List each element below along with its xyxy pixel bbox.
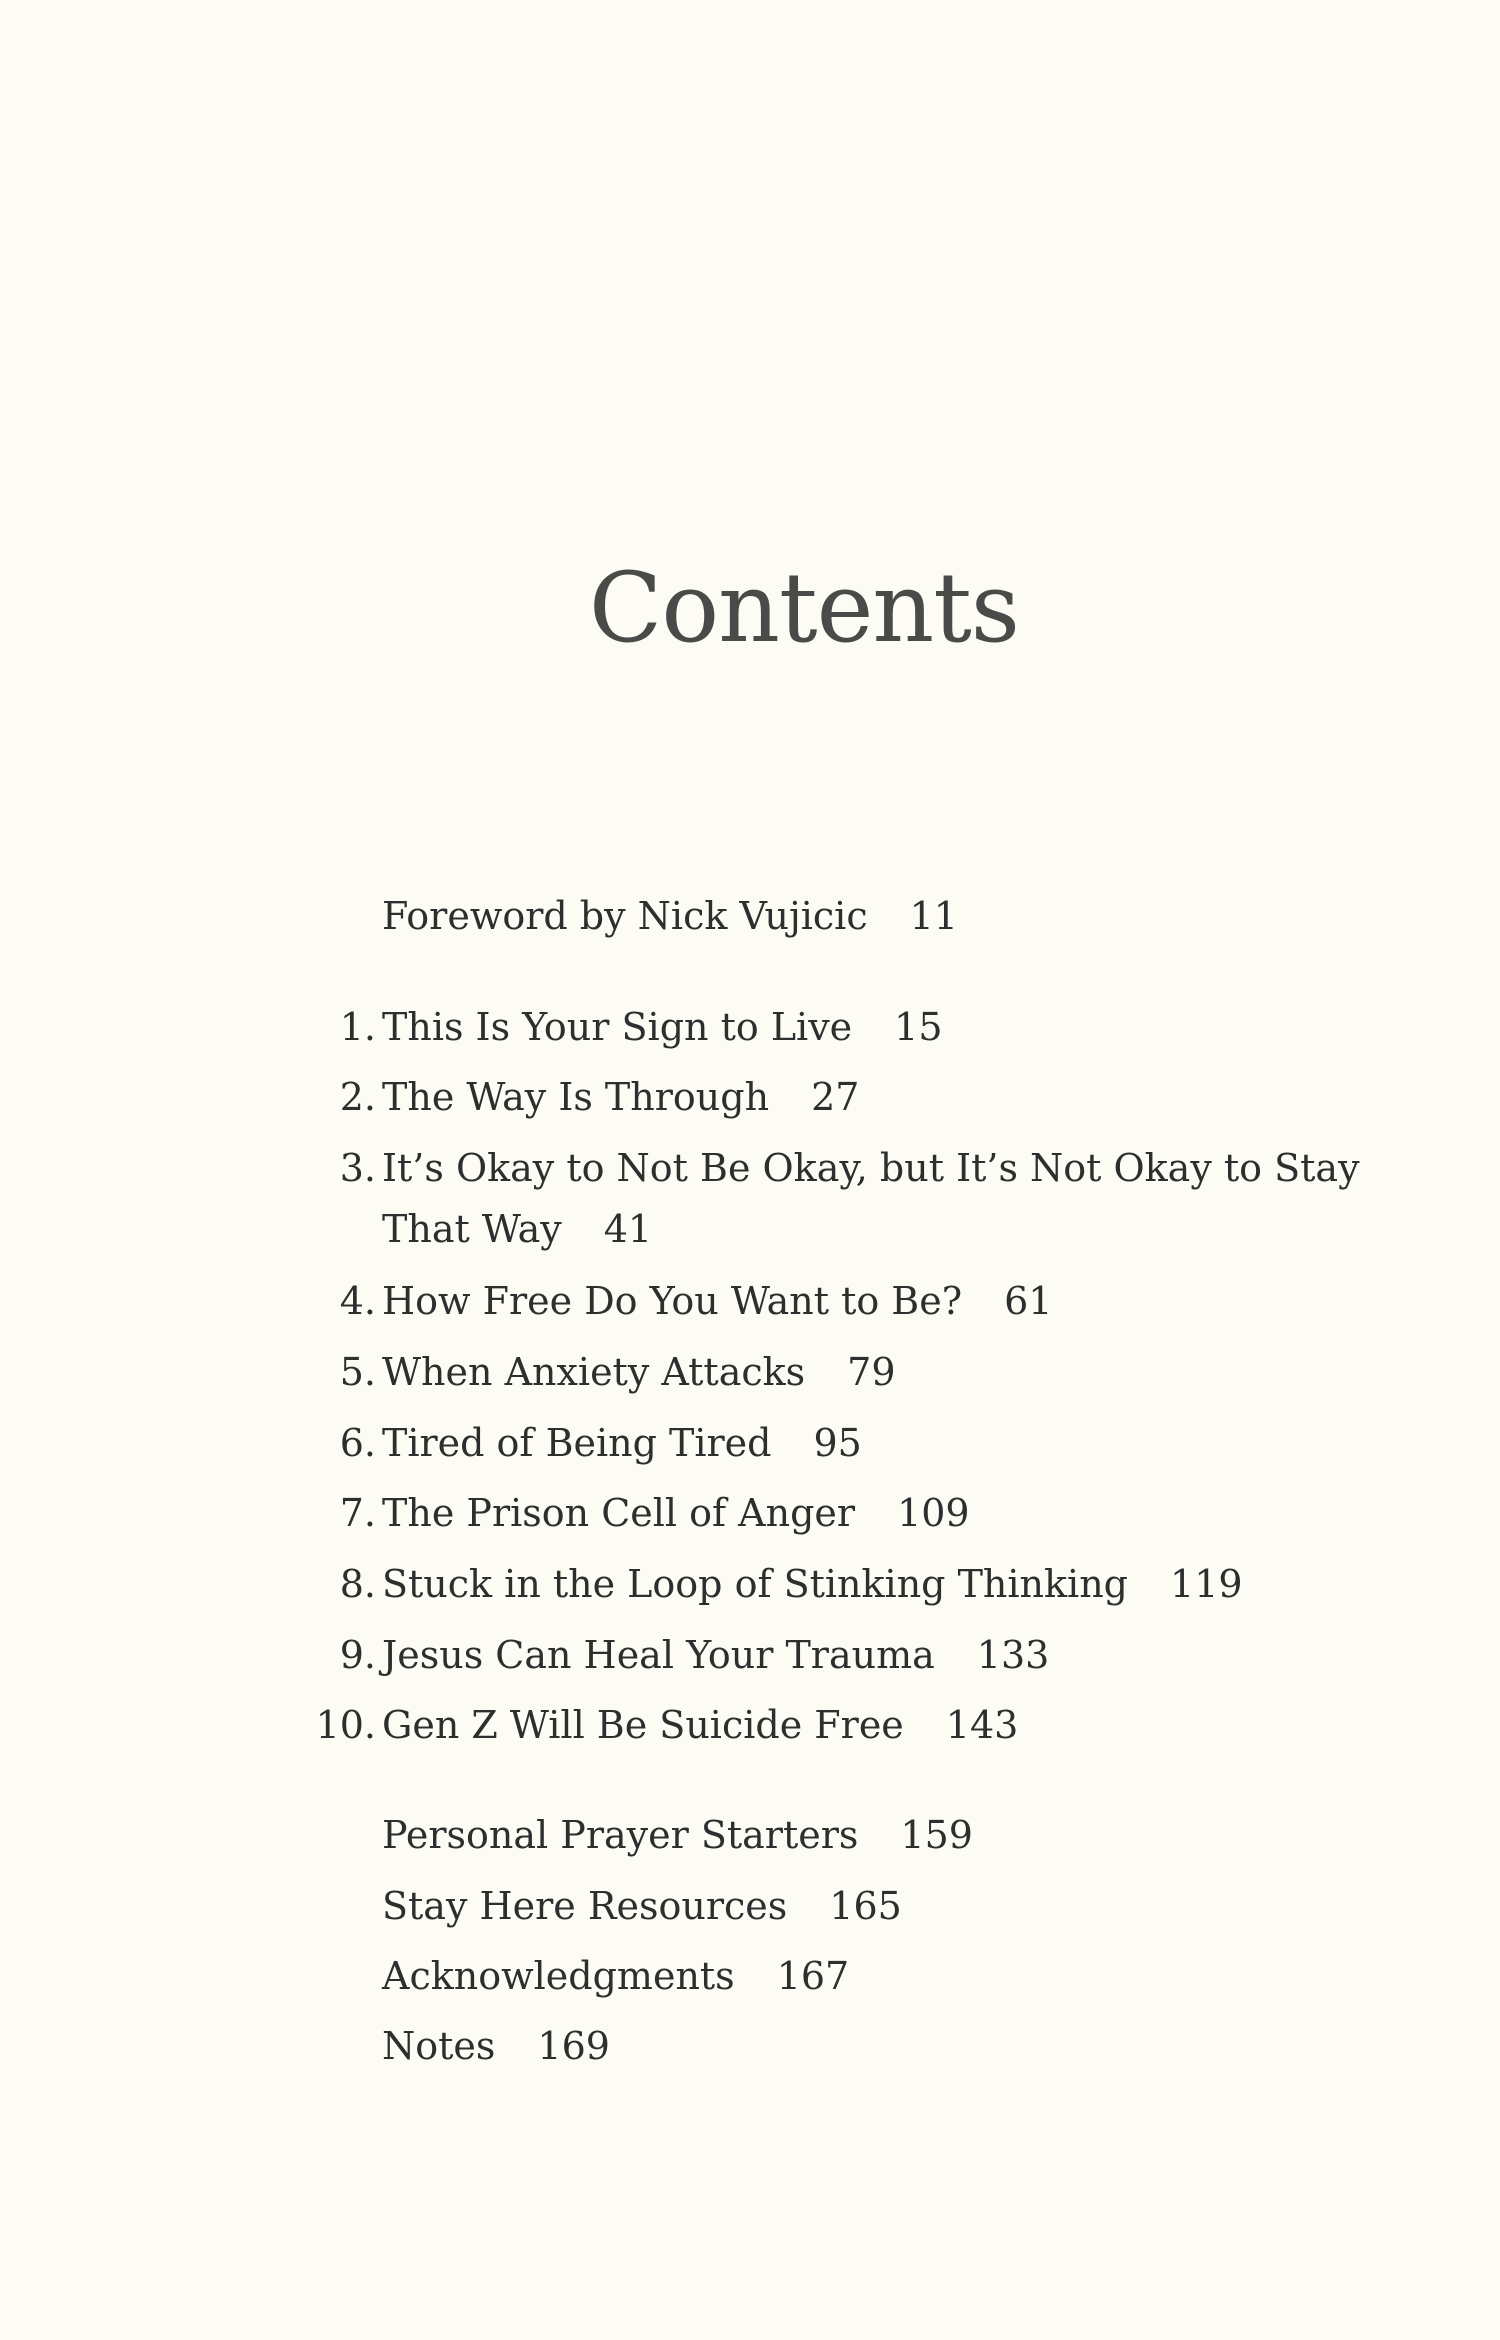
toc-entry-text xyxy=(382,1946,849,2006)
entry-page-number: 27 xyxy=(811,1075,860,1119)
chapter-number: 5. xyxy=(339,1350,376,1394)
entry-title: Tired of Being Tired xyxy=(382,1421,772,1465)
entry-title: Foreword by Nick Vujicic xyxy=(382,894,868,938)
entry-page-number: 165 xyxy=(829,1884,902,1928)
chapter-number: 3. xyxy=(339,1146,376,1190)
entry-title-line-1: It’s Okay to Not Be Okay, but It’s Not Okay to Stay xyxy=(382,1146,1360,1190)
entry-title: Stay Here Resources xyxy=(382,1884,788,1928)
toc-entry-text xyxy=(382,1876,902,1936)
entry-page-number: 143 xyxy=(945,1703,1019,1747)
toc-entry-text xyxy=(382,1413,862,1473)
entry-title: Stuck in the Loop of Stinking Thinking xyxy=(382,1562,1129,1606)
entry-page-number: 41 xyxy=(603,1207,653,1251)
entry-title: Jesus Can Heal Your Trauma xyxy=(382,1633,935,1677)
toc-entry-text xyxy=(382,1271,1052,1331)
entry-title: Personal Prayer Starters xyxy=(382,1813,859,1857)
entry-page-number: 159 xyxy=(900,1813,973,1857)
entry-page-number: 11 xyxy=(909,894,958,938)
entry-title: How Free Do You Want to Be? xyxy=(382,1279,963,1323)
toc-entry-text xyxy=(382,1695,1018,1755)
entry-page-number: 109 xyxy=(897,1491,970,1535)
entry-page-number: 119 xyxy=(1170,1562,1243,1606)
chapter-number: 2. xyxy=(339,1075,376,1119)
toc-entry-text xyxy=(382,1483,970,1543)
entry-title: When Anxiety Attacks xyxy=(382,1350,806,1394)
entry-page-number: 95 xyxy=(813,1421,862,1465)
toc-entry-text xyxy=(382,1067,859,1127)
entry-title: Acknowledgments xyxy=(382,1954,735,1998)
chapter-number: 9. xyxy=(339,1633,376,1677)
toc-entry-text xyxy=(382,2016,610,2076)
entry-page-number: 15 xyxy=(894,1005,943,1049)
entry-title-line-2: That Way xyxy=(382,1207,562,1251)
toc-entry-text xyxy=(382,1138,1360,1198)
chapter-number: 8. xyxy=(339,1562,376,1606)
toc-entry-text xyxy=(382,1625,1049,1685)
entry-page-number: 133 xyxy=(976,1633,1050,1677)
chapter-number: 10. xyxy=(315,1703,376,1747)
chapter-number: 1. xyxy=(339,1005,376,1049)
toc-entry-text xyxy=(382,1554,1243,1614)
toc-entry-text xyxy=(382,1805,973,1865)
toc-entry-text xyxy=(382,997,943,1057)
entry-page-number: 61 xyxy=(1004,1279,1053,1323)
chapter-number: 6. xyxy=(339,1421,376,1465)
entry-title: Notes xyxy=(382,2024,496,2068)
entry-title: The Prison Cell of Anger xyxy=(382,1491,856,1535)
chapter-number: 7. xyxy=(339,1491,376,1535)
entry-title: This Is Your Sign to Live xyxy=(382,1005,853,1049)
entry-page-number: 169 xyxy=(537,2024,610,2068)
toc-entry-text xyxy=(382,886,958,946)
entry-page-number: 79 xyxy=(847,1350,896,1394)
toc-entry-text xyxy=(382,1199,652,1259)
entry-page-number: 167 xyxy=(776,1954,850,1998)
entry-title: Gen Z Will Be Suicide Free xyxy=(382,1703,904,1747)
toc-entry-text xyxy=(382,1342,896,1402)
page-title: Contents xyxy=(588,552,1020,664)
entry-title: The Way Is Through xyxy=(382,1075,770,1119)
chapter-number: 4. xyxy=(339,1279,376,1323)
